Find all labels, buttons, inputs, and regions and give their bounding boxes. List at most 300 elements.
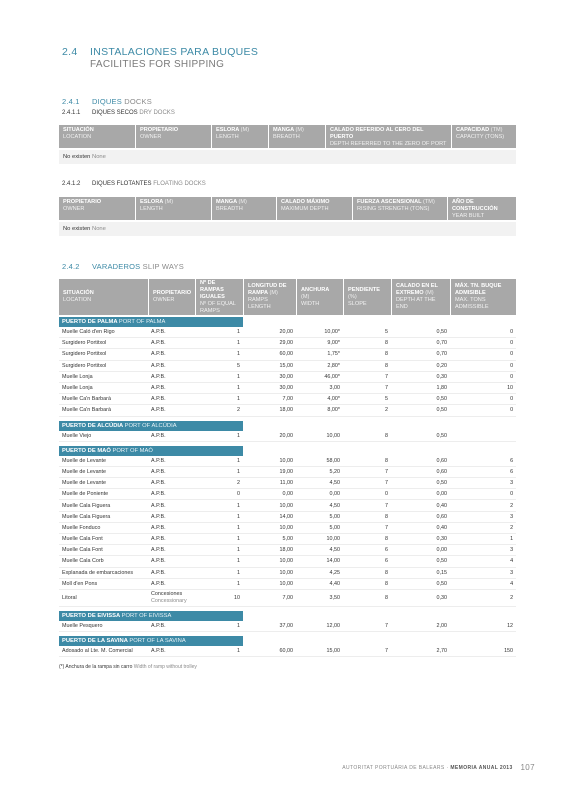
- table-cell: 8: [343, 360, 391, 371]
- port-name-en: PORT OF LA SAVINA: [129, 638, 186, 645]
- docks-title-es: DIQUES: [92, 97, 122, 106]
- owner-en: Concessionary: [151, 597, 187, 604]
- floating-docks-number: 2.4.1.2: [62, 181, 81, 187]
- table-cell: 10,00: [296, 534, 343, 545]
- table-cell: 7: [343, 646, 391, 657]
- table-cell: 5,00: [243, 534, 296, 545]
- table-cell: 2: [450, 522, 516, 533]
- column-header-en: YEAR BUILT: [452, 213, 485, 219]
- table-cell: Moll d'en Pons: [59, 578, 148, 589]
- column-header-es-text: CALADO REFERIDO AL CERO DEL PUERTO: [330, 127, 424, 140]
- table-cell: 1: [195, 338, 243, 349]
- dry-docks-heading: [62, 110, 175, 116]
- slipways-title-en: SLIP WAYS: [142, 262, 184, 271]
- table-cell: 0: [450, 360, 516, 371]
- table-cell: 30,00: [243, 371, 296, 382]
- table-cell: 18,00: [243, 545, 296, 556]
- column-header-es: [455, 283, 512, 297]
- table-cell: 10: [450, 382, 516, 393]
- table-cell: 10,00*: [296, 327, 343, 338]
- table-cell: 0: [343, 489, 391, 500]
- table-row: [59, 578, 516, 589]
- column-header: [276, 197, 352, 220]
- table-row: [59, 534, 516, 545]
- column-header-es-text: MÁX. TN. BUQUE ADMISIBLE: [455, 283, 502, 296]
- column-header-en: MAX. TONS ADMISSIBLE: [455, 297, 489, 310]
- table-cell: 0: [195, 489, 243, 500]
- table-cell: 29,00: [243, 338, 296, 349]
- table-row: [59, 360, 516, 371]
- table-cell: 0,70: [391, 349, 450, 360]
- table-cell: 4: [450, 556, 516, 567]
- table-cell: 0,50: [391, 578, 450, 589]
- docks-title-en: DOCKS: [124, 97, 152, 106]
- column-header: [195, 279, 243, 315]
- port-name-es: PUERTO DE EIVISSA: [62, 612, 120, 619]
- table-cell: A.P.B.: [148, 567, 195, 578]
- table-cell: A.P.B.: [148, 394, 195, 405]
- table-cell: 0,15: [391, 567, 450, 578]
- table-cell: 1: [195, 522, 243, 533]
- table-cell: 2: [195, 405, 243, 416]
- table-cell: 0,30: [391, 371, 450, 382]
- column-header-en: LENGTH: [140, 206, 163, 212]
- table-cell: 0,70: [391, 338, 450, 349]
- column-header: [243, 279, 296, 315]
- table-cell: 1: [195, 534, 243, 545]
- table-cell: 10,00: [243, 567, 296, 578]
- table-cell: 8: [343, 349, 391, 360]
- footer-separator: ·: [446, 764, 449, 771]
- table-cell: 18,00: [243, 405, 296, 416]
- table-cell: 46,00*: [296, 371, 343, 382]
- table-cell: Surgidero Portitxol: [59, 338, 148, 349]
- slipways-table: [59, 317, 516, 657]
- table-row: [59, 371, 516, 382]
- column-header-es-text: PENDIENTE: [348, 286, 381, 293]
- table-cell: 5,00: [296, 522, 343, 533]
- table-row: [59, 349, 516, 360]
- column-header-en: DEPTH REFERRED TO THE ZERO OF PORT: [330, 141, 447, 147]
- column-header: [211, 197, 276, 220]
- port-name-es: PUERTO DE PALMA: [62, 319, 118, 325]
- table-cell: Muelle Ca'n Barbarà: [59, 405, 148, 416]
- column-header-unit: (%): [348, 293, 357, 300]
- footer-report: MEMORIA ANUAL 2013: [450, 764, 513, 771]
- table-cell: 6: [343, 556, 391, 567]
- table-row: [59, 567, 516, 578]
- column-header-es: [216, 199, 272, 206]
- column-header-es: [330, 127, 447, 141]
- table-cell: A.P.B.: [148, 405, 195, 416]
- slipways-table-header: [59, 279, 516, 315]
- footnote-en: Width of ramp without trolley: [133, 664, 197, 670]
- table-cell: 2,80*: [296, 360, 343, 371]
- table-row: [59, 405, 516, 416]
- dry-docks-table-header: [59, 125, 516, 148]
- table-cell: Muelle Viejo: [59, 431, 148, 442]
- table-cell: 1: [195, 621, 243, 632]
- port-name-es: PUERTO DE ALCÚDIA: [62, 422, 123, 429]
- dry-docks-empty-es: No existen: [63, 154, 91, 160]
- table-cell: 14,00: [243, 511, 296, 522]
- column-header-es-text: MANGA: [273, 127, 294, 133]
- column-header: [268, 125, 325, 148]
- table-cell: 0,50: [391, 556, 450, 567]
- table-cell: 1,80: [391, 382, 450, 393]
- table-cell: 15,00: [243, 360, 296, 371]
- table-cell: A.P.B.: [148, 338, 195, 349]
- table-cell: A.P.B.: [148, 500, 195, 511]
- column-header: [59, 279, 148, 315]
- column-header-es-text: FUERZA ASCENSIONAL: [357, 199, 422, 205]
- column-header-en: DEPTH AT THE END: [396, 297, 436, 310]
- floating-docks-heading: [62, 181, 206, 187]
- table-cell: 0,60: [391, 466, 450, 477]
- table-cell: 7,00: [243, 394, 296, 405]
- table-cell: Adosado al Lte. M. Comercial: [59, 646, 148, 657]
- table-cell: 4: [450, 578, 516, 589]
- column-header-en: LOCATION: [63, 297, 92, 303]
- table-cell: A.P.B.: [148, 489, 195, 500]
- dry-docks-title-en: DRY DOCKS: [139, 110, 175, 116]
- port-pad-cell: [243, 611, 516, 621]
- table-cell: 4,50: [296, 478, 343, 489]
- table-cell: Muelle de Levante: [59, 456, 148, 467]
- table-cell: Muelle Cala Figuera: [59, 511, 148, 522]
- column-header-en: CAPACITY (TONS): [456, 134, 505, 140]
- column-header-es-text: PROPIETARIO: [63, 199, 102, 205]
- column-header-es: [200, 280, 239, 301]
- footer-org: AUTORITAT PORTUÀRIA DE BALEARS: [342, 764, 445, 771]
- table-cell: 3,50: [296, 589, 343, 606]
- table-cell: 0,50: [391, 478, 450, 489]
- column-header-unit: (TM): [423, 199, 435, 205]
- table-cell: 0,30: [391, 589, 450, 606]
- column-header-es-text: ANCHURA: [301, 286, 330, 293]
- table-cell: 9,00*: [296, 338, 343, 349]
- table-cell: Muelle Cala Figuera: [59, 500, 148, 511]
- table-cell: 8: [343, 589, 391, 606]
- column-header-unit: (M): [301, 293, 310, 300]
- table-cell: 0,40: [391, 522, 450, 533]
- table-row: [59, 431, 516, 442]
- table-cell: Muelle Cala Font: [59, 545, 148, 556]
- column-header-es-text: SITUACIÓN: [63, 127, 94, 133]
- column-header: [451, 125, 516, 148]
- table-cell: Muelle de Poniente: [59, 489, 148, 500]
- column-header-es: [396, 283, 446, 297]
- table-cell: 1: [195, 511, 243, 522]
- table-cell: 10,00: [296, 431, 343, 442]
- table-cell: 0: [450, 394, 516, 405]
- table-cell: 3: [450, 511, 516, 522]
- column-header-unit: (M): [425, 290, 434, 296]
- table-cell: 4,50: [296, 500, 343, 511]
- table-cell: Muelle Cala Font: [59, 534, 148, 545]
- port-name-en: PORT OF MAÓ: [112, 447, 153, 454]
- column-header: [325, 125, 451, 148]
- column-header: [135, 197, 211, 220]
- table-cell: A.P.B.: [148, 478, 195, 489]
- table-cell-owner: [148, 589, 195, 606]
- table-cell: 20,00: [243, 327, 296, 338]
- table-cell: Muelle Cala Corb: [59, 556, 148, 567]
- table-cell: 11,00: [243, 478, 296, 489]
- port-name-cell: [59, 317, 243, 327]
- column-header-es: [216, 127, 264, 134]
- column-header-es: [281, 199, 348, 206]
- column-header-en: WIDTH: [301, 300, 320, 307]
- port-name-en: PORT OF EIVISSA: [121, 612, 172, 619]
- column-header-en: OWNER: [153, 297, 175, 303]
- table-cell: 0,00: [391, 545, 450, 556]
- table-cell: 1: [195, 578, 243, 589]
- table-cell: 150: [450, 646, 516, 657]
- table-cell: 0,60: [391, 511, 450, 522]
- column-header-es: [456, 127, 512, 134]
- table-cell: Muelle Ca'n Barbarà: [59, 394, 148, 405]
- table-cell: 0,30: [391, 534, 450, 545]
- column-header-es: [348, 287, 387, 301]
- port-group-header: [59, 446, 516, 456]
- table-cell: A.P.B.: [148, 327, 195, 338]
- owner-es: Concesiones: [151, 591, 183, 598]
- table-cell: 1: [195, 394, 243, 405]
- port-name-en: PORT OF ALCÚDIA: [124, 422, 177, 429]
- column-header-en: LENGTH: [216, 134, 239, 140]
- table-row: [59, 621, 516, 632]
- table-cell: 60,00: [243, 349, 296, 360]
- table-cell: 1: [195, 371, 243, 382]
- table-cell: 14,00: [296, 556, 343, 567]
- table-cell: 0,20: [391, 360, 450, 371]
- column-header-unit: (M): [240, 127, 250, 133]
- column-header: [135, 125, 211, 148]
- port-name-es: PUERTO DE LA SAVINA: [62, 638, 128, 645]
- table-cell: 3,00: [296, 382, 343, 393]
- table-cell: A.P.B.: [148, 511, 195, 522]
- table-cell: A.P.B.: [148, 621, 195, 632]
- column-header-es-text: ESLORA: [216, 127, 240, 133]
- table-row: [59, 478, 516, 489]
- port-group-header: [59, 317, 516, 327]
- column-header-en: LOCATION: [63, 134, 92, 140]
- table-cell: Muelle Lonja: [59, 382, 148, 393]
- table-cell: Surgidero Portitxol: [59, 360, 148, 371]
- column-header-en: BREADTH: [273, 134, 300, 140]
- table-cell: Muelle Fonduco: [59, 522, 148, 533]
- table-cell: 10,00: [243, 556, 296, 567]
- table-cell: 1: [195, 556, 243, 567]
- table-cell: 7: [343, 466, 391, 477]
- port-name-cell: [59, 421, 243, 431]
- table-cell: 0,00: [296, 489, 343, 500]
- table-cell: A.P.B.: [148, 556, 195, 567]
- column-header: [59, 125, 135, 148]
- table-cell: A.P.B.: [148, 578, 195, 589]
- column-header-es-text: CALADO EN EL EXTREMO: [396, 283, 438, 296]
- column-header-en: OWNER: [63, 206, 85, 212]
- column-header-es: [63, 290, 144, 297]
- table-row-litoral: [59, 589, 516, 606]
- table-cell: 0: [450, 327, 516, 338]
- table-cell: 4,00*: [296, 394, 343, 405]
- table-row: [59, 327, 516, 338]
- column-header-es-text: LONGITUD DE RAMPA: [248, 283, 287, 296]
- column-header-es-text: ESLORA: [140, 199, 164, 205]
- table-cell: 8: [343, 511, 391, 522]
- table-cell: 6: [450, 456, 516, 467]
- table-cell: 1: [195, 466, 243, 477]
- table-cell: A.P.B.: [148, 646, 195, 657]
- table-cell: 0,50: [391, 327, 450, 338]
- table-cell: 7: [343, 382, 391, 393]
- table-cell: 0: [450, 489, 516, 500]
- table-cell: 1: [195, 500, 243, 511]
- column-header-unit: (M): [269, 290, 278, 296]
- table-cell: A.P.B.: [148, 466, 195, 477]
- page-footer: [342, 763, 535, 772]
- column-header-es-text: Nº DE RAMPAS IGUALES: [200, 279, 225, 300]
- table-cell: 7,00: [243, 589, 296, 606]
- table-cell: 2,00: [391, 621, 450, 632]
- table-cell: 1: [195, 349, 243, 360]
- table-cell: Muelle Caló d'en Rigo: [59, 327, 148, 338]
- port-pad-cell: [243, 636, 516, 646]
- column-header-en: SLOPE: [348, 300, 367, 307]
- column-header: [148, 279, 195, 315]
- table-cell: 1: [195, 545, 243, 556]
- table-cell: 1: [195, 456, 243, 467]
- table-cell: 10,00: [243, 500, 296, 511]
- table-cell: 2: [343, 405, 391, 416]
- table-cell: 30,00: [243, 382, 296, 393]
- slipways-heading: [62, 262, 184, 271]
- table-cell: 58,00: [296, 456, 343, 467]
- port-group-header: [59, 636, 516, 646]
- table-cell: 37,00: [243, 621, 296, 632]
- column-header: [343, 279, 391, 315]
- table-cell: 7: [343, 478, 391, 489]
- table-cell: 4,25: [296, 567, 343, 578]
- table-cell: Litoral: [59, 589, 148, 606]
- table-cell: 8: [343, 338, 391, 349]
- table-cell: 1: [195, 431, 243, 442]
- table-cell: 8: [343, 431, 391, 442]
- table-cell: 4,50: [296, 545, 343, 556]
- table-cell: 10: [195, 589, 243, 606]
- column-header: [352, 197, 447, 220]
- column-header-es: [452, 199, 512, 213]
- table-cell: Muelle Pesquero: [59, 621, 148, 632]
- table-cell: A.P.B.: [148, 371, 195, 382]
- footnote-es: (*) Anchura de la rampa sin carro: [59, 664, 133, 670]
- table-cell: 1: [195, 382, 243, 393]
- column-header-es: [153, 290, 191, 297]
- dry-docks-empty-row: [59, 150, 516, 164]
- table-cell: Explanada de embarcaciones: [59, 567, 148, 578]
- table-row: [59, 456, 516, 467]
- table-cell: 3: [450, 478, 516, 489]
- table-cell: 0,50: [391, 405, 450, 416]
- column-header-es: [357, 199, 443, 206]
- table-row: [59, 489, 516, 500]
- dry-docks-empty-en: None: [92, 154, 106, 160]
- port-pad-cell: [243, 446, 516, 456]
- table-cell: 1: [195, 327, 243, 338]
- table-cell: 8: [343, 534, 391, 545]
- table-row: [59, 382, 516, 393]
- table-cell: A.P.B.: [148, 382, 195, 393]
- column-header: [59, 197, 135, 220]
- table-row: [59, 556, 516, 567]
- table-cell: 5: [343, 394, 391, 405]
- column-header-unit: (TM): [490, 127, 503, 133]
- table-cell: 0,50: [391, 431, 450, 442]
- table-cell: 2: [195, 478, 243, 489]
- floating-docks-title-es: DIQUES FLOTANTES: [92, 181, 152, 187]
- page-number: 107: [520, 763, 535, 772]
- floating-docks-title-en: FLOATING DOCKS: [153, 181, 206, 187]
- column-header: [450, 279, 516, 315]
- slipways-title-es: VARADEROS: [92, 262, 141, 271]
- port-group-header: [59, 421, 516, 431]
- table-cell: 0: [450, 371, 516, 382]
- table-cell: 5,20: [296, 466, 343, 477]
- table-cell: 7: [343, 371, 391, 382]
- table-cell: Muelle de Levante: [59, 466, 148, 477]
- table-cell: 1,75*: [296, 349, 343, 360]
- table-cell: 7: [343, 621, 391, 632]
- column-header-es: [248, 283, 292, 297]
- column-header-es: [140, 199, 207, 206]
- table-cell: 60,00: [243, 646, 296, 657]
- column-header: [391, 279, 450, 315]
- table-cell: 15,00: [296, 646, 343, 657]
- port-name-en: PORT OF PALMA: [118, 319, 166, 325]
- column-header-es: [63, 127, 131, 134]
- column-header-en: MAXIMUM DEPTH: [281, 206, 329, 212]
- table-cell: 0,00: [391, 489, 450, 500]
- column-header-es: [301, 287, 339, 301]
- table-cell: 0: [450, 338, 516, 349]
- table-cell: 8: [343, 567, 391, 578]
- floating-docks-empty-en: None: [92, 226, 106, 232]
- section-title-es: INSTALACIONES PARA BUQUES: [90, 46, 259, 58]
- column-header-en: Nº OF EQUAL RAMPS: [200, 300, 236, 314]
- table-cell: 5: [195, 360, 243, 371]
- port-pad-cell: [243, 317, 516, 327]
- column-header-es-text: PROPIETARIO: [140, 127, 179, 133]
- port-group-header: [59, 611, 516, 621]
- table-row: [59, 338, 516, 349]
- table-footnote: [59, 664, 197, 670]
- port-name-es: PUERTO DE MAÓ: [62, 447, 111, 454]
- table-cell: A.P.B.: [148, 534, 195, 545]
- table-cell: A.P.B.: [148, 349, 195, 360]
- table-cell: 0: [450, 349, 516, 360]
- table-cell: 19,00: [243, 466, 296, 477]
- column-header-es-text: SITUACIÓN: [63, 290, 94, 296]
- column-header-es: [273, 127, 321, 134]
- floating-docks-table-header: [59, 197, 516, 220]
- table-cell: 4,40: [296, 578, 343, 589]
- table-cell: A.P.B.: [148, 545, 195, 556]
- dry-docks-title-es: DIQUES SECOS: [92, 110, 138, 116]
- table-cell: 20,00: [243, 431, 296, 442]
- table-row: [59, 646, 516, 657]
